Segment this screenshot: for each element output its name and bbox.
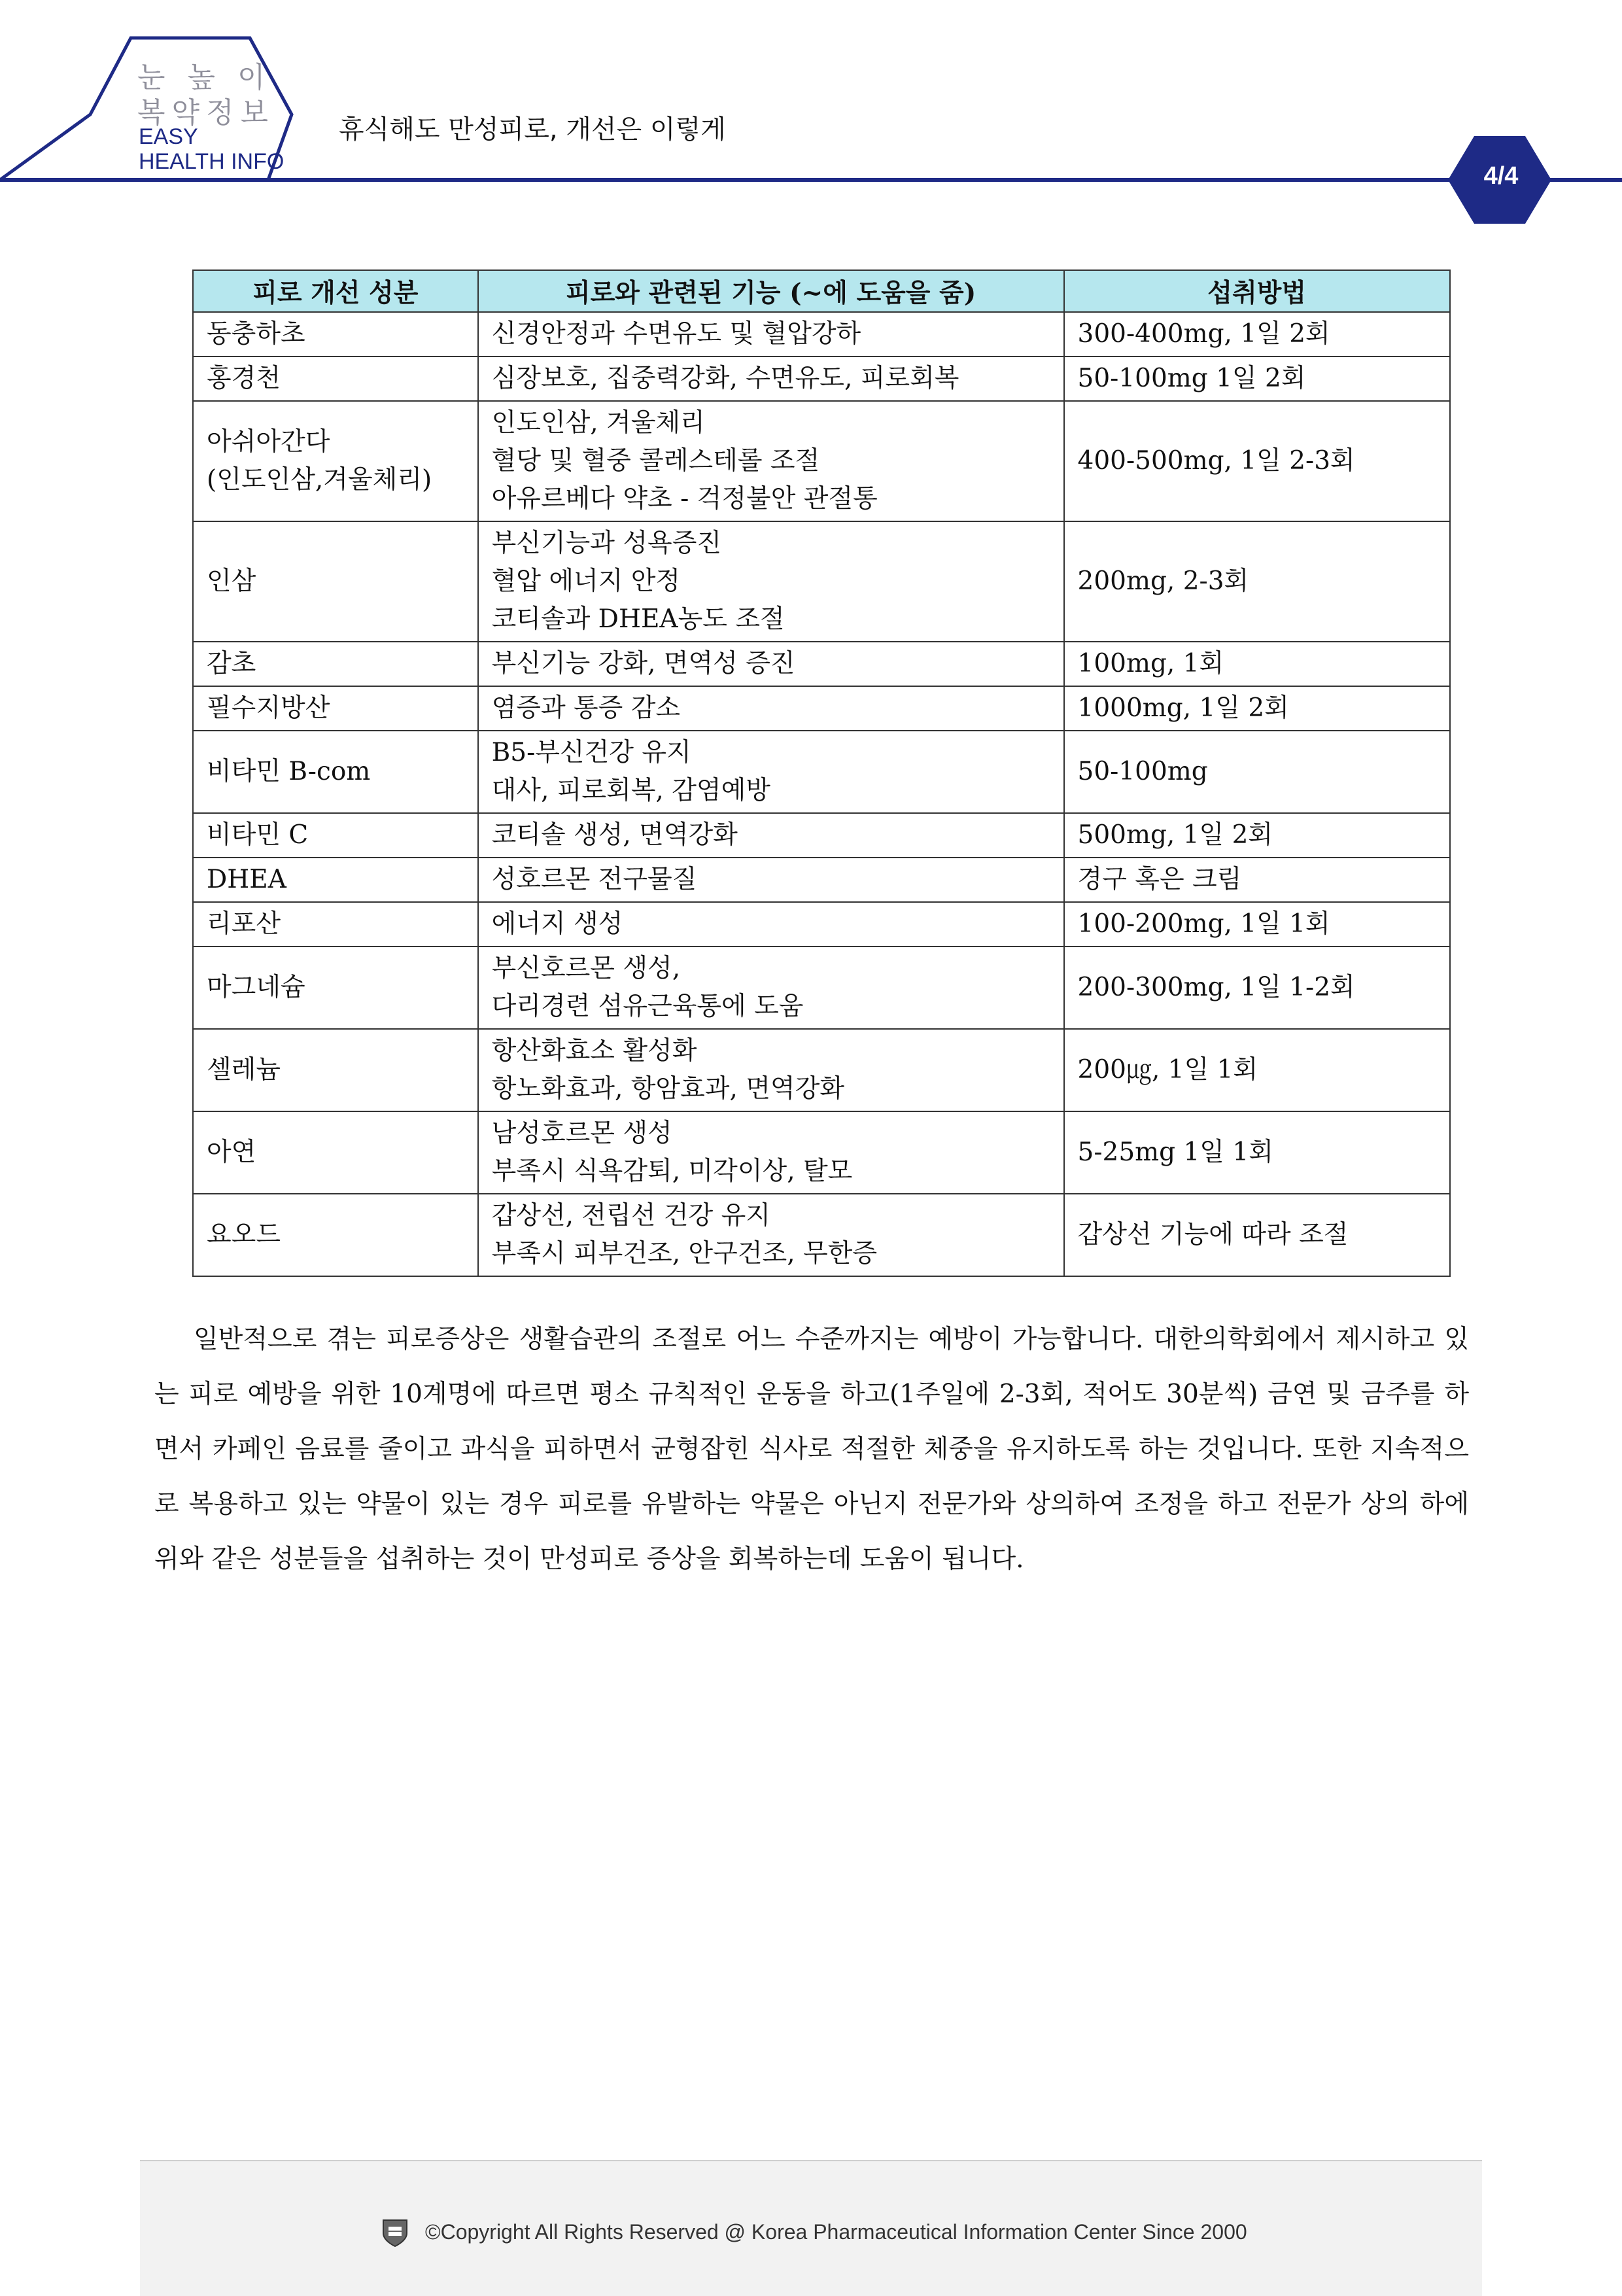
cell-function: [478, 642, 1064, 686]
cell-ingredient-line: 비타민 B-com: [207, 757, 371, 786]
cell-ingredient: [193, 902, 478, 947]
table-row: [193, 401, 1450, 521]
logo-text-korean-2: 복약정보: [137, 96, 275, 130]
cell-ingredient: [193, 312, 478, 357]
table-row: [193, 731, 1450, 813]
table-row: [193, 312, 1450, 357]
cell-function: [478, 1194, 1064, 1276]
ingredient-table: [192, 270, 1451, 1277]
cell-dosage: 100mg, 1회: [1064, 642, 1450, 686]
cell-dosage: 100-200mg, 1일 1회: [1064, 902, 1450, 947]
cell-ingredient-line: 홍경천: [207, 364, 281, 393]
cell-ingredient: [193, 1111, 478, 1194]
cell-ingredient-line: 아연: [207, 1138, 256, 1167]
cell-ingredient-line: (인도인삼,겨울체리): [207, 465, 432, 495]
cell-function-line: 코티솔과 DHEA농도 조절: [491, 604, 785, 634]
cell-function: [478, 813, 1064, 858]
cell-function: [478, 401, 1064, 521]
logo-text-english-2: HEALTH INFO: [139, 149, 285, 174]
table-row: [193, 858, 1450, 902]
cell-ingredient: [193, 1029, 478, 1111]
cell-function: [478, 902, 1064, 947]
cell-ingredient: [193, 686, 478, 731]
cell-function-line: 부족시 피부건조, 안구건조, 무한증: [491, 1239, 878, 1268]
table-row: [193, 1111, 1450, 1194]
cell-ingredient-line: 동충하초: [207, 319, 305, 349]
cell-ingredient-line: 감초: [207, 649, 256, 678]
cell-ingredient-line: 비타민 C: [207, 820, 309, 850]
cell-ingredient: [193, 813, 478, 858]
cell-function: [478, 947, 1064, 1029]
cell-ingredient: [193, 947, 478, 1029]
cell-ingredient: [193, 521, 478, 642]
cell-ingredient-line: 필수지방산: [207, 693, 330, 723]
cell-ingredient: [193, 357, 478, 401]
column-header-dosage: 섭취방법: [1064, 270, 1450, 312]
cell-function: [478, 1111, 1064, 1194]
column-header-ingredient: 피로 개선 성분: [193, 270, 478, 312]
cell-function-line: 다리경련 섬유근육통에 도움: [491, 992, 804, 1021]
cell-function-line: 항산화효소 활성화: [491, 1036, 697, 1066]
cell-function: [478, 357, 1064, 401]
cell-ingredient-line: 인삼: [207, 566, 256, 596]
cell-function-line: 코티솔 생성, 면역강화: [491, 820, 738, 850]
cell-dosage: 50-100mg: [1064, 731, 1450, 813]
cell-dosage: 1000mg, 1일 2회: [1064, 686, 1450, 731]
cell-ingredient: [193, 401, 478, 521]
page-header: [0, 0, 1622, 235]
cell-ingredient-line: 요오드: [207, 1220, 281, 1249]
cell-ingredient-line: 셀레늄: [207, 1055, 281, 1085]
cell-function: [478, 521, 1064, 642]
cell-function-line: 신경안정과 수면유도 및 혈압강하: [491, 319, 861, 349]
cell-ingredient-line: 리포산: [207, 909, 281, 939]
page-number: 4/4: [1483, 162, 1519, 190]
cell-function-line: B5-부신건강 유지: [491, 738, 691, 767]
body-paragraph: 일반적으로 겪는 피로증상은 생활습관의 조절로 어느 수준까지는 예방이 가능합니다. 대한의학회에서 제시하고 있는 피로 예방을 위한 10계명에 따르면 평소 규칙적인 운동을 하고(1주일에 2-3회, 적어도 30분씩) 금연 및 금주를 하면서 카페인 음료를 줄이고 과식을 피하면서 균형잡힌 식사로 적절한 체중을 유지하도록 하는 것입니다. 또한 지속적으로 복용하고 있는 약물이 있는 경우 피로를 유발하는 약물은 아닌지 전문가와 상의하여 조정을 하고 전문가 상의 하에 위와 같은 성분들을 섭취하는 것이 만성피로 증상을 회복하는데 도움이 됩니다.: [154, 1325, 1469, 1574]
cell-dosage: 400-500mg, 1일 2-3회: [1064, 401, 1450, 521]
cell-function-line: 아유르베다 약초 - 걱정불안 관절통: [491, 484, 878, 513]
table-row: [193, 813, 1450, 858]
table-row: [193, 521, 1450, 642]
cell-function-line: 갑상선, 전립선 건강 유지: [491, 1201, 770, 1230]
logo-text-english-1: EASY: [139, 124, 198, 149]
cell-dosage: 200-300mg, 1일 1-2회: [1064, 947, 1450, 1029]
cell-function-line: 혈당 및 혈중 콜레스테롤 조절: [491, 446, 820, 476]
cell-function-line: 부족시 식욕감퇴, 미각이상, 탈모: [491, 1157, 853, 1186]
cell-function-line: 심장보호, 집중력강화, 수면유도, 피로회복: [491, 364, 959, 393]
table-row: [193, 947, 1450, 1029]
shield-icon: [381, 2218, 409, 2248]
cell-dosage: 5-25mg 1일 1회: [1064, 1111, 1450, 1194]
copyright-text: ©Copyright All Rights Reserved @ Korea Pharmaceutical Information Center Since 2000: [425, 2220, 1247, 2244]
cell-dosage: 500mg, 1일 2회: [1064, 813, 1450, 858]
cell-dosage: 200㎍, 1일 1회: [1064, 1029, 1450, 1111]
cell-function-line: 에너지 생성: [491, 909, 623, 939]
page-footer: [140, 2160, 1482, 2296]
cell-ingredient: [193, 1194, 478, 1276]
cell-function: [478, 686, 1064, 731]
cell-function-line: 염증과 통증 감소: [491, 693, 681, 723]
table-header-row: [193, 270, 1450, 312]
table-row: [193, 1194, 1450, 1276]
cell-ingredient: [193, 858, 478, 902]
cell-function-line: 대사, 피로회복, 감염예방: [491, 776, 770, 805]
cell-function-line: 성호르몬 전구물질: [491, 865, 697, 894]
cell-ingredient-line: DHEA: [207, 865, 286, 894]
cell-function: [478, 858, 1064, 902]
cell-dosage: 200mg, 2-3회: [1064, 521, 1450, 642]
column-header-function: 피로와 관련된 기능 (~에 도움을 줌): [478, 270, 1064, 312]
cell-function: [478, 1029, 1064, 1111]
table-row: [193, 902, 1450, 947]
cell-dosage: 갑상선 기능에 따라 조절: [1064, 1194, 1450, 1276]
cell-function: [478, 731, 1064, 813]
cell-function: [478, 312, 1064, 357]
logo-text-korean-1: 눈 높 이: [137, 61, 272, 94]
cell-function-line: 남성호르몬 생성: [491, 1119, 672, 1148]
cell-ingredient-line: 마그네슘: [207, 973, 305, 1002]
table-row: [193, 686, 1450, 731]
page-title: 휴식해도 만성피로, 개선은 이렇게: [339, 114, 726, 145]
cell-function-line: 부신기능 강화, 면역성 증진: [491, 649, 795, 678]
table-body: [193, 312, 1450, 1276]
table-row: [193, 357, 1450, 401]
cell-dosage: 300-400mg, 1일 2회: [1064, 312, 1450, 357]
cell-dosage: 경구 혹은 크림: [1064, 858, 1450, 902]
cell-dosage: 50-100mg 1일 2회: [1064, 357, 1450, 401]
table-row: [193, 1029, 1450, 1111]
cell-function-line: 부신기능과 성욕증진: [491, 529, 722, 558]
cell-ingredient-line: 아쉬아간다: [207, 427, 330, 457]
cell-function-line: 부신호르몬 생성,: [491, 954, 681, 983]
cell-ingredient: [193, 642, 478, 686]
cell-ingredient: [193, 731, 478, 813]
cell-function-line: 항노화효과, 항암효과, 면역강화: [491, 1074, 844, 1104]
cell-function-line: 인도인삼, 겨울체리: [491, 408, 705, 438]
table-row: [193, 642, 1450, 686]
cell-function-line: 혈압 에너지 안정: [491, 566, 681, 596]
